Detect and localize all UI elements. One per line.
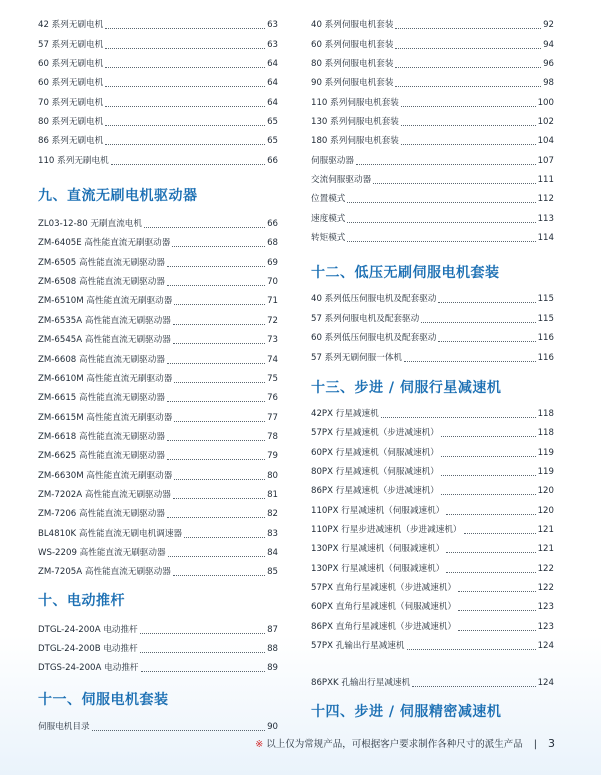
toc-entry[interactable] [38,288,278,307]
toc-entry[interactable] [38,346,278,365]
dot-leader [105,124,265,126]
toc-entry-label: 57 系列伺服电机及配套驱动 [311,313,420,324]
toc-entry[interactable] [38,230,278,249]
dot-leader [167,516,265,518]
toc-entry[interactable] [311,459,554,478]
footer-mark: ※ [255,739,264,750]
toc-entry[interactable] [311,186,554,205]
toc-entry[interactable] [311,536,554,555]
toc-entry-label: ZM-6405E 高性能直流无刷驱动器 [38,238,171,249]
toc-entry-label: ZM-6508 高性能直流无刷驱动器 [38,277,165,288]
toc-entry[interactable] [38,109,278,128]
toc-entry-label: ZM-6618 高性能直流无刷驱动器 [38,431,165,442]
toc-entry[interactable] [38,31,278,50]
toc-entry-label: 60 系列伺服电机套装 [311,39,394,50]
toc-entry-page: 72 [267,315,278,326]
dot-leader [347,221,535,223]
dot-leader [105,105,265,107]
toc-entry[interactable] [38,540,278,559]
toc-entry-page: 88 [267,643,278,654]
toc-entry-label: 70 系列无刷电机 [38,97,104,108]
toc-entry[interactable] [38,482,278,501]
toc-entry-page: 114 [537,233,554,244]
toc-entry[interactable] [38,269,278,288]
toc-entry-label: ZM-6610M 高性能直流无刷驱动器 [38,373,173,384]
toc-entry-page: 90 [267,721,278,732]
toc-entry-page: 78 [267,431,278,442]
toc-entry-label: ZM-7202A 高性能直流无刷驱动器 [38,489,171,500]
toc-entry[interactable] [38,147,278,166]
toc-entry-label: ZM-6505 高性能直流无刷驱动器 [38,257,165,268]
toc-entry-label: 90 系列伺服电机套装 [311,78,394,89]
dot-leader [92,729,265,731]
toc-entry-label: 42 系列无刷电机 [38,20,104,31]
dot-leader [404,360,536,362]
toc-entry-page: 81 [267,489,278,500]
dot-leader [167,265,265,267]
toc-entry[interactable] [38,443,278,462]
toc-entry[interactable] [38,636,278,655]
toc-group-section-13 [311,401,554,690]
dot-leader [105,27,265,29]
dot-leader [438,301,535,303]
toc-entry-label: 转矩模式 [311,233,346,244]
toc-entry-label: 80 系列伺服电机套装 [311,59,394,70]
toc-entry[interactable] [38,424,278,443]
toc-entry-page: 100 [537,97,554,108]
toc-entry-page: 116 [537,352,554,363]
toc-entry-page: 64 [267,59,278,70]
toc-entry-page: 96 [543,59,554,70]
dot-leader [458,590,536,592]
dot-leader [167,439,265,441]
toc-group-section-10 [38,616,278,674]
dot-leader [174,303,265,305]
section-title-11: 十一、伺服电机套装 [38,692,169,709]
toc-entry[interactable] [38,385,278,404]
toc-entry-page: 119 [537,466,554,477]
toc-entry-label: BL4810K 高性能直流无刷电机调速器 [38,528,183,539]
dot-leader [111,163,265,165]
toc-entry-label: ZM-7206 高性能直流无刷驱动器 [38,509,165,520]
toc-entry-page: 111 [537,175,554,186]
section-title-13: 十三、步进 / 伺服行星减速机 [311,379,502,396]
toc-entry-label: ZM-6545A 高性能直流无刷驱动器 [38,335,171,346]
toc-entry[interactable] [38,655,278,674]
dot-leader [174,478,265,480]
toc-entry-page: 79 [267,451,278,462]
toc-entry[interactable] [38,51,278,70]
toc-left-column [38,12,278,733]
toc-entry-page: 71 [267,296,278,307]
toc-entry-label: WS-2209 高性能直流无刷驱动器 [38,547,166,558]
toc-entry-label: ZM-6535A 高性能直流无刷驱动器 [38,315,171,326]
toc-entry[interactable] [311,147,554,166]
toc-entry[interactable] [311,305,554,324]
section-title-9: 九、直流无刷电机驱动器 [38,187,198,204]
toc-entry-label: 60PX 行星减速机（伺服减速机） [311,447,439,458]
toc-entry[interactable] [38,520,278,539]
toc-entry-page: 92 [543,20,554,31]
toc-entry-label: 57 系列无刷电机 [38,39,104,50]
toc-entry-page: 104 [537,136,554,147]
toc-entry-label: 110 系列伺服电机套装 [311,97,399,108]
dot-leader [412,685,535,687]
dot-leader [173,574,265,576]
toc-entry-label: 110PX 行星减速机（伺服减速机） [311,505,445,516]
toc-entry-label: 130PX 行星减速机（伺服减速机） [311,563,445,574]
toc-entry-label: DTGL-24-200B 电动推杆 [38,643,138,654]
toc-group-section-11 [38,713,278,732]
toc-entry-page: 83 [267,528,278,539]
toc-entry[interactable] [311,12,554,31]
toc-entry-page: 113 [537,213,554,224]
dot-leader [395,47,541,49]
toc-group-brushless-motors [38,12,278,167]
toc-entry[interactable] [38,713,278,732]
toc-entry[interactable] [311,286,554,305]
toc-entry-page: 107 [537,155,554,166]
dot-leader [140,651,265,653]
dot-leader [167,284,265,286]
toc-entry-page: 82 [267,509,278,520]
dot-leader [464,532,536,534]
toc-entry-label: 86PXK 孔输出行星减速机 [311,678,411,689]
toc-entry-page: 65 [267,117,278,128]
toc-entry[interactable] [38,404,278,423]
toc-entry-page: 122 [537,563,554,574]
toc-entry-page: 74 [267,354,278,365]
toc-entry-page: 65 [267,136,278,147]
toc-entry[interactable] [38,501,278,520]
toc-entry[interactable] [311,633,554,652]
toc-entry-page: 115 [537,294,554,305]
toc-entry-label: 40 系列伺服电机套装 [311,20,394,31]
dot-leader [167,362,265,364]
toc-entry-label: DTGS-24-200A 电动推杆 [38,663,139,674]
toc-entry-page: 73 [267,335,278,346]
page-number: 3 [548,737,555,750]
toc-entry[interactable] [311,555,554,574]
toc-entry-label: 速度模式 [311,213,346,224]
toc-entry-page: 66 [267,155,278,166]
dot-leader [173,342,265,344]
toc-entry[interactable] [311,205,554,224]
toc-entry-page: 63 [267,39,278,50]
dot-leader [144,226,265,228]
toc-entry[interactable] [311,478,554,497]
toc-entry-page: 120 [537,486,554,497]
dot-leader [395,66,541,68]
section-title-10: 十、电动推杆 [38,593,125,610]
toc-entry[interactable] [311,109,554,128]
toc-entry[interactable] [311,575,554,594]
toc-entry-page: 119 [537,447,554,458]
toc-entry-label: 交流伺服驱动器 [311,175,372,186]
toc-entry-label: 60 系列低压伺服电机及配套驱动 [311,333,437,344]
dot-leader [347,201,535,203]
dot-leader [105,66,265,68]
toc-entry[interactable] [38,89,278,108]
dot-leader [381,416,536,418]
toc-entry-page: 76 [267,393,278,404]
toc-entry-label: 80 系列无刷电机 [38,117,104,128]
dot-leader [105,85,265,87]
toc-entry[interactable] [311,128,554,147]
dot-leader [168,555,265,557]
dot-leader [173,497,265,499]
dot-leader [174,381,265,383]
toc-entry-page: 94 [543,39,554,50]
dot-leader [174,420,265,422]
dot-leader [441,474,536,476]
toc-entry[interactable] [311,31,554,50]
toc-entry-page: 124 [537,678,554,689]
dot-leader [446,571,535,573]
dot-leader [446,513,535,515]
dot-leader [421,321,535,323]
toc-entry-page: 84 [267,547,278,558]
footer-note: 以上仅为常规产品，可根据客户要求制作各种尺寸的派生产品 [266,739,523,750]
toc-entry-page: 85 [267,567,278,578]
toc-entry[interactable] [311,225,554,244]
toc-entry[interactable] [311,401,554,420]
toc-entry[interactable] [38,366,278,385]
toc-entry-page: 64 [267,78,278,89]
toc-entry-page: 63 [267,20,278,31]
toc-entry-label: 80PX 行星减速机（伺服减速机） [311,466,439,477]
toc-entry-label: ZL03-12-80 无刷直流电机 [38,219,142,230]
toc-entry-label: 86PX 行星减速机（步进减速机） [311,486,439,497]
footer-separator: | [533,739,537,750]
toc-entry-page: 121 [537,544,554,555]
toc-entry-label: ZM-6615 高性能直流无刷驱动器 [38,393,165,404]
toc-entry-page: 121 [537,524,554,535]
toc-entry[interactable] [38,307,278,326]
toc-entry-page: 123 [537,621,554,632]
dot-leader [401,124,536,126]
toc-entry-label: 伺服驱动器 [311,155,354,166]
toc-entry-label: 86PX 直角行星减速机（步进减速机） [311,621,457,632]
toc-entry-label: ZM-6510M 高性能直流无刷驱动器 [38,296,173,307]
toc-entry-page: 68 [267,238,278,249]
toc-entry[interactable] [38,559,278,578]
toc-entry-label: 130 系列伺服电机套装 [311,117,399,128]
toc-entry[interactable] [311,517,554,536]
toc-entry-label: ZM-6625 高性能直流无刷驱动器 [38,451,165,462]
section-title-12: 十二、低压无刷伺服电机套装 [311,265,500,282]
toc-entry-page: 87 [267,624,278,635]
toc-entry-page: 64 [267,97,278,108]
toc-entry-page: 102 [537,117,554,128]
toc-entry[interactable] [38,70,278,89]
toc-entry[interactable] [311,51,554,70]
dot-leader [105,47,265,49]
toc-entry-label: 110PX 行星步进减速机（步进减速机） [311,524,462,535]
toc-entry[interactable] [38,327,278,346]
dot-leader [356,163,536,165]
toc-entry-label: 130PX 行星减速机（伺服减速机） [311,544,445,555]
toc-entry-label: 57 系列无刷伺服一体机 [311,352,403,363]
dot-leader [441,435,536,437]
toc-entry-page: 77 [267,412,278,423]
toc-entry-page: 98 [543,78,554,89]
toc-entry[interactable] [38,128,278,147]
toc-entry-label: 180 系列伺服电机套装 [311,136,399,147]
dot-leader [167,458,265,460]
toc-entry-label: ZM-6615M 高性能直流无刷驱动器 [38,412,173,423]
dot-leader [140,632,265,634]
footer [255,736,555,750]
toc-entry-page: 118 [537,428,554,439]
toc-entry-page: 115 [537,313,554,324]
toc-entry-label: 42PX 行星减速机 [311,408,379,419]
toc-entry-page: 124 [537,640,554,651]
toc-group-servo-kits [311,12,554,244]
toc-entry-label: 110 系列无刷电机 [38,155,109,166]
toc-entry-label: 86 系列无刷电机 [38,136,104,147]
toc-entry[interactable] [38,249,278,268]
dot-leader [347,240,535,242]
toc-entry-label: 60 系列无刷电机 [38,59,104,70]
dot-leader [184,536,265,538]
dot-leader [141,670,266,672]
toc-entry-label: 57PX 孔输出行星减速机 [311,640,405,651]
toc-entry-label: DTGL-24-200A 电动推杆 [38,624,138,635]
toc-entry-page: 80 [267,470,278,481]
section-title-14: 十四、步进 / 伺服精密减速机 [311,704,502,721]
toc-entry[interactable] [311,670,554,689]
dot-leader [446,551,535,553]
toc-entry[interactable] [311,325,554,344]
dot-leader [373,182,535,184]
toc-entry-page: 118 [537,408,554,419]
toc-right-column [311,12,554,721]
toc-entry[interactable] [311,497,554,516]
dot-leader [458,629,536,631]
toc-entry[interactable] [311,167,554,186]
toc-entry-label: 伺服电机目录 [38,721,90,732]
toc-entry[interactable] [311,89,554,108]
dot-leader [458,609,536,611]
dot-leader [441,455,536,457]
dot-leader [167,400,265,402]
toc-entry-page: 70 [267,277,278,288]
dot-leader [172,245,265,247]
dot-leader [395,85,541,87]
toc-entry[interactable] [311,344,554,363]
dot-leader [105,143,265,145]
toc-group-section-9 [38,211,278,579]
dot-leader [395,27,541,29]
toc-entry[interactable] [38,462,278,481]
toc-entry-page: 112 [537,194,554,205]
toc-entry-label: ZM-6630M 高性能直流无刷驱动器 [38,470,173,481]
toc-entry[interactable] [38,211,278,230]
toc-entry-label: 40 系列低压伺服电机及配套驱动 [311,294,437,305]
toc-entry[interactable] [311,439,554,458]
toc-entry-page: 120 [537,505,554,516]
toc-entry[interactable] [311,70,554,89]
dot-leader [441,493,536,495]
toc-entry-label: 位置模式 [311,194,346,205]
toc-entry-page: 69 [267,257,278,268]
toc-entry-label: 57PX 直角行星减速机（步进减速机） [311,582,457,593]
toc-entry-page: 123 [537,602,554,613]
dot-leader [438,340,535,342]
dot-leader [401,105,536,107]
toc-entry-label: ZM-7205A 高性能直流无刷驱动器 [38,567,171,578]
toc-entry-label: 57PX 行星减速机（步进减速机） [311,428,439,439]
dot-leader [407,648,536,650]
toc-entry-label: 60PX 直角行星减速机（伺服减速机） [311,602,457,613]
toc-entry-page: 66 [267,219,278,230]
toc-group-section-12 [311,286,554,363]
toc-entry-page: 116 [537,333,554,344]
toc-entry[interactable] [311,613,554,632]
dot-leader [401,143,536,145]
toc-entry[interactable] [38,616,278,635]
toc-entry-label: ZM-6608 高性能直流无刷驱动器 [38,354,165,365]
toc-entry-page: 89 [267,663,278,674]
toc-entry-label: 60 系列无刷电机 [38,78,104,89]
toc-entry[interactable] [38,12,278,31]
toc-entry[interactable] [311,594,554,613]
toc-entry-page: 75 [267,373,278,384]
toc-entry[interactable] [311,420,554,439]
dot-leader [173,323,265,325]
toc-entry-page: 122 [537,582,554,593]
